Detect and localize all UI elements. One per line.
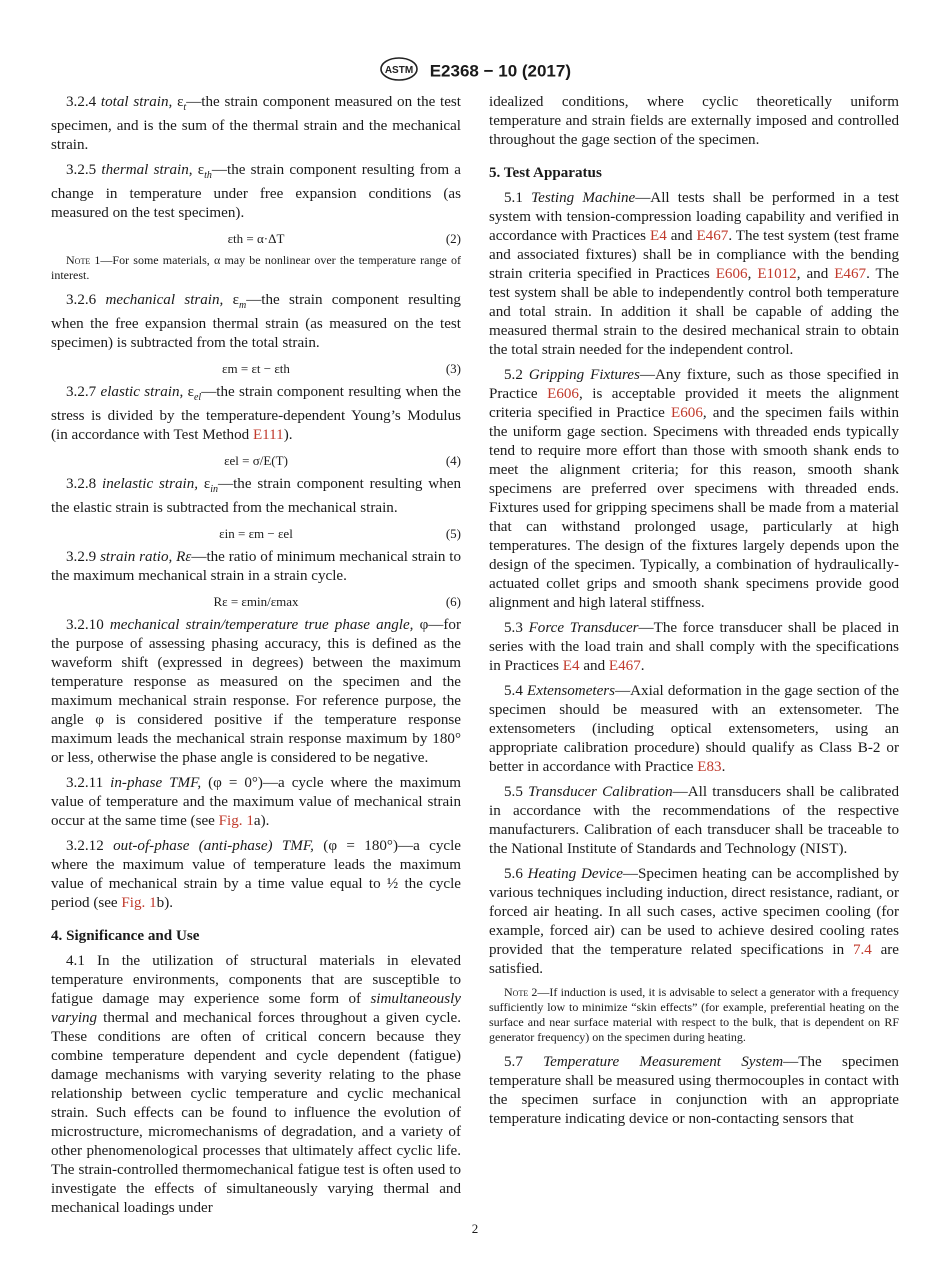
ref-e4-link[interactable]: E4 [649, 228, 667, 244]
standard-designation: E2368 − 10 (2017) [429, 61, 572, 81]
page-number: 2 [471, 1221, 479, 1236]
ref-e467-link[interactable]: E467 [834, 266, 867, 282]
section-3-2-7: 3.2.7 elastic strain, $\varepsilon_{el}—the$ strain component resulting when the stress is divided by the temperature-dependent Young’s Modulus (in accordance with Test Method E111). [51, 384, 461, 444]
section-heading-4: 4. Significance and Use [51, 928, 200, 945]
ref-e606-link[interactable]: E606 [715, 266, 748, 282]
section-3-2-9: 3.2.9 strain ratio, Rε—the ratio of minimum mechanical strain to the maximum mechanical strain in a strain cycle. [51, 549, 461, 585]
section-5-5: 5.5 Transducer Calibration—All transducers shall be calibrated in accordance with the recommendations of the respective manufacturers. Calibration of each transducer shall be traceable to the National Institute of Standards and Technology (NIST). [489, 784, 900, 857]
note-2: Note 2—If induction is used, it is advisable to select a generator with a frequency sufficiently low to minimize “skin effects” (for example, preferential heating on the surface and near surface material with respect to the bulk, that is dependent on RF generator frequency) on the specimen during heating. [489, 985, 899, 1044]
section-5-4: 5.4 Extensometers—Axial deformation in the gage section of the specimen should be measured with an extensometer. The extensometers (including optical extensometers, using an appropriate calibration procedure) should qualify as Class B-2 or better in accordance with Practice E83. [489, 683, 899, 775]
ref-e467-link[interactable]: E467 [608, 658, 641, 674]
section-3-2-4: 3.2.4 total strain, $\varepsilon_t—the$ strain component measured on the test specimen, and is the sum of the thermal strain and the mechanical strain. [51, 94, 461, 154]
continued-paragraph: idealized conditions, where cyclic theoretically uniform temperature and strain fields are externally imposed and controlled throughout the gage section of the specimen. [489, 94, 899, 148]
section-5-6: 5.6 Heating Device—Specimen heating can be accomplished by various techniques including induction, direct resistance, radiant, or forced air heating. In all such cases, active specimen cooling (for example, forced air) can be used to achieve desired cooling rates provided that the temperature related specifications in 7.4 are satisfied. [489, 866, 900, 977]
section-5-3: 5.3 Force Transducer—The force transducer shall be placed in series with the load train and shall comply with the specifications in Practices E4 and E467. [489, 620, 899, 674]
equation-5: εin = εm − εel (5) [219, 526, 461, 542]
section-heading-5: 5. Test Apparatus [489, 165, 602, 181]
section-5-2: 5.2 Gripping Fixtures—Any fixture, such as those specified in Practice E606, is acceptable provided it meets the alignment criteria specified in Practice E606, and the specimen fails within the uniform gage section. Specimens with threaded ends typically tend to require more effort than those with smooth shank ends to meet the alignment criteria; for this reason, smooth shank specimens are preferred over specimens with threaded ends. Fixtures used for gripping specimens shall be made from a material that can withstand prolonged usage, particularly at high temperatures. The design of the fixtures largely depends upon the design of the specimen. Typically, a combination of hydraulically-actuated collet grips and smooth shank specimens provide good alignment and high lateral stiffness. [489, 367, 899, 611]
section-3-2-10: 3.2.10 mechanical strain/temperature true phase angle, φ—for the purpose of assessing phasing accuracy, this is defined as the waveform shift (expressed in degrees) between the maximum temperature response as measured on the specimen and the maximum mechanical strain response. For reference purpose, the angle φ is considered positive if the temperature response maximum leads the mechanical strain response maximum by 180° or less, otherwise the phase angle is considered to be negative. [51, 617, 461, 767]
section-3-2-12: 3.2.12 out-of-phase (anti-phase) TMF, (φ = 180°)—a cycle where the maximum value of temperature leads the maximum value of mechanical strain by a time value equal to ½ the cycle period (see Fig. 1b). [51, 838, 461, 912]
section-3-2-6: 3.2.6 mechanical strain, $\varepsilon_m—the$ strain component resulting when the free expansion thermal strain (as measured on the test specimen) is subtracted from the total strain. [51, 292, 461, 352]
ref-e1012-link[interactable]: E1012 [757, 266, 797, 282]
ref-e83-link[interactable]: E83 [697, 759, 722, 775]
right-column [489, 93, 899, 1135]
left-column [51, 93, 461, 1224]
equation-2: εth = α·ΔT (2) [227, 231, 461, 247]
ref-e111-link[interactable]: E111 [252, 427, 284, 444]
ref-fig1-link[interactable]: Fig. 1 [218, 813, 254, 830]
section-5-1: 5.1 Testing Machine—All tests shall be performed in a test system with tension-compression loading capability and verified in accordance with Practices E4 and E467. The test system (test frame and associated fixtures) shall be in compliance with the bending strain criteria specified in Practices E606, E1012, and E467. The test system shall be able to independently control both temperature and total strain. In addition it shall be capable of adding the measured thermal strain to the desired mechanical strain to obtain the total strain needed for the independent control. [489, 190, 900, 358]
section-3-2-5: 3.2.5 thermal strain, $\varepsilon_{th}—the$ strain component resulting from a change in temperature under free expansion conditions (as measured on the test specimen). [51, 162, 461, 222]
note-1: Note 1—For some materials, α may be nonlinear over the temperature range of interest. [51, 253, 462, 283]
equation-3: εm = εt − εth (3) [222, 361, 461, 377]
ref-fig1-link[interactable]: Fig. 1 [121, 895, 157, 912]
ref-e606-link[interactable]: E606 [671, 405, 703, 421]
equation-4: εel = σ/E(T) (4) [224, 453, 461, 469]
page-header [0, 56, 950, 87]
ref-e467-link[interactable]: E467 [696, 228, 729, 244]
section-4-1: 4.1 In the utilization of structural materials in elevated temperature environments, components that are susceptible to fatigue damage may experience some form of simultaneously varying thermal and mechanical forces throughout a given cycle. These conditions are often of critical concern because they combine temperature dependent and cycle dependent (fatigue) damage mechanisms with varying severity relating to the phase relationship between cyclic temperature and cyclic mechanical strain. Such effects can be found to influence the evolution of microstructure, micromechanisms of degradation, and a variety of other phenomenological processes that ultimately affect cyclic life. The strain-controlled thermomechanical fatigue test is often used to investigate the effects of simultaneously varying thermal and mechanical loadings under [51, 953, 461, 1217]
section-3-2-11: 3.2.11 in-phase TMF, (φ = 0°)—a cycle where the maximum value of temperature and the maximum value of mechanical strain occur at the same time (see Fig. 1a). [51, 775, 461, 830]
section-3-2-8: 3.2.8 inelastic strain, $\varepsilon_{in}—the$ strain component resulting when the elastic strain is subtracted from the mechanical strain. [51, 476, 461, 517]
ref-7-4-link[interactable]: 7.4 [852, 942, 872, 958]
svg-text:ASTM: ASTM [384, 65, 414, 76]
astm-logo-icon [379, 56, 419, 87]
ref-e606-link[interactable]: E606 [547, 386, 579, 402]
section-5-7: 5.7 Temperature Measurement System—The specimen temperature shall be measured using thermocouples in contact with the specimen surface in conjunction with an appropriate temperature indicating device or non-contacting sensors that [489, 1054, 899, 1127]
equation-6: Rε = εmin/εmax (6) [213, 594, 461, 610]
ref-e4-link[interactable]: E4 [562, 658, 580, 674]
